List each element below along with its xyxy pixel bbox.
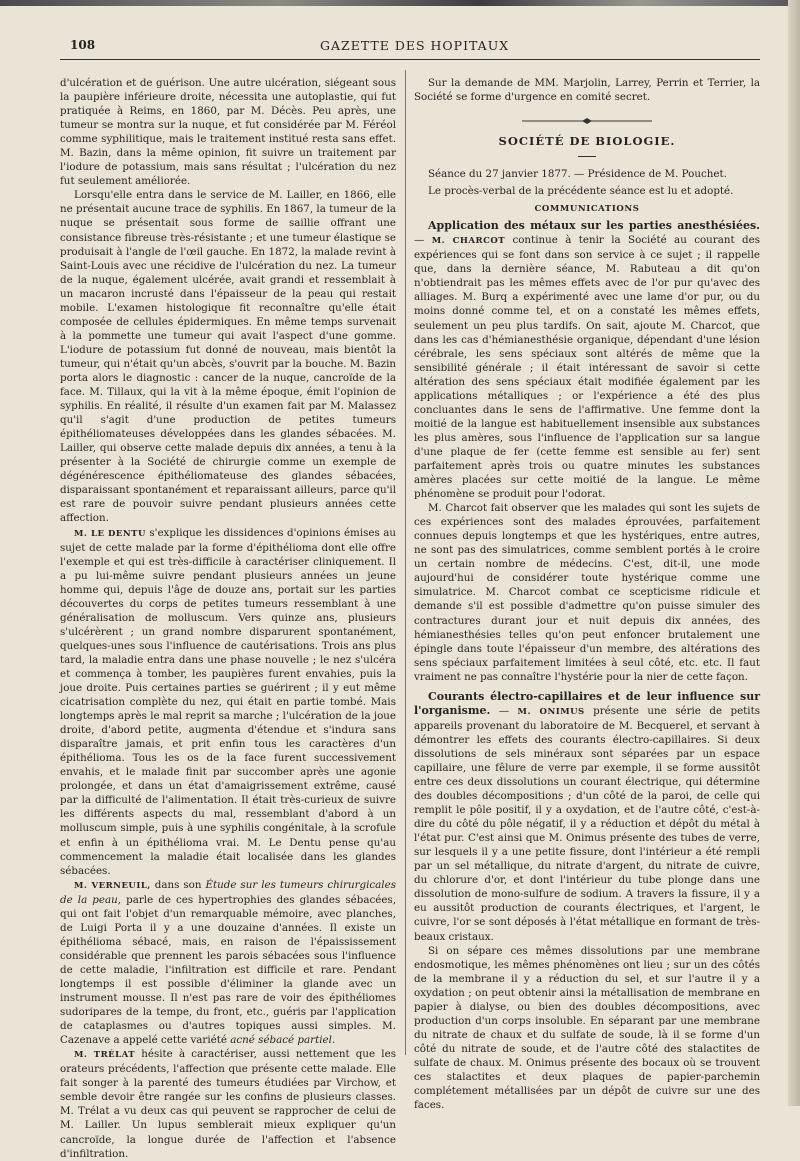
paragraph-onimus (414, 690, 760, 944)
dash: — (490, 704, 518, 717)
paragraph-le-dentu-text: s'explique les dissidences d'opinions émises au sujet de cette malade par la forme d'épithélioma dont elle offre l'exemple et qui est très-difficile à caractériser cliniquement. Il a pu lui-même suivre pendant plusieurs années un jeune homme qui, depuis l'âge de douze ans, portait sur les parties découvertes du corps de petites tumeurs ressemblant à une généralisation de molluscum. Vers quinze ans, plusieurs s'ulcérèrent ; un grand nombre disparurent spontanément, quelques-unes sous l'influence de cautérisations. Trois ans plus tard, la maladie entra dans une phase nouvelle ; le nez s'ulcéra et commença à tomber, les paupières furent envahies, puis la joue droite. Puis certaines parties se guérirent ; il y eut même cicatrisation complète du nez, qui était en partie tombé. Mais longtemps après le mal reprit sa marche ; l'ulcération de la joue droite, d'abord petite, augmenta d'étendue et s'indura sans disparaître jamais, et prit enfin tous les caractères d'un épithélioma. Tous les os de la face furent successivement envahis, et le malade finit par succomber après une agonie prolongée, et dans un état d'amaigrissement extrême, causé par la difficulté de l'alimentation. Il était très-curieux de suivre les différents aspects du mal, ressemblant d'abord à un molluscum simple, puis à une syphilis congénitale, à la scrofule et enfin à un épithélioma vrai. M. Le Dentu pense qu'au commencement la maladie était localisée dans les glandes sébacées. (60, 526, 396, 877)
paragraph-charcot-hysteria: M. Charcot fait observer que les malades qui sont les sujets de ces expériences sont des malades éprouvées, parfaitement connues depuis longtemps et que les hystériques, entre autres, ne sont pas des simulatrices, comme semblent portés à le croire un certain nombre de médecins. C'est, dit-il, une mode aujourd'hui de considérer toute hystérique comme une simulatrice. M. Charcot combat ce scepticisme ridicule et demande s'il est possible d'admettre qu'on puisse simuler des contractures durant jour et nuit depuis dix années, des hémianesthésies telles qu'on peut enfoncer brutalement une épingle dans toute l'épaisseur d'un membre, des altérations des sens spéciaux parfaitement limitées à seul côté, etc. etc. Il faut vraiment ne pas connaître l'hystérie pour la nier de cette façon. (414, 502, 760, 683)
communications-heading: COMMUNICATIONS (534, 204, 640, 215)
header-rule (60, 59, 760, 60)
subsection-title-metals: Application des métaux sur les parties anesthésiées. (428, 219, 760, 233)
speaker-verneuil: M. VERNEUIL, (74, 880, 151, 891)
dash: — (414, 234, 432, 247)
cited-work-title: Étude sur les tumeurs chirurgicales de la peau, (60, 878, 396, 906)
session-line: Séance du 27 janvier 1877. — Présidence de M. Pouchet. (428, 168, 727, 181)
running-title: GAZETTE DES HOPITAUX (320, 38, 510, 53)
ornament-divider (522, 118, 652, 124)
scan-right-edge (788, 0, 800, 1106)
paragraph-verneuil-lead: dans son (150, 878, 206, 891)
speaker-le-dentu: M. LE DENTU (74, 528, 146, 539)
paragraph-trelat-text: hésite à caractériser, aussi nettement que les orateurs précédents, l'affection que présente cette malade. Elle fait songer à la parenté des tumeurs étudiées par Virchow, et semble devoir être rangée sur les confins de plusieurs classes. M. Trélat a vu deux cas qui peuvent se rapprocher de celui de M. Lailler. Un lupus semblerait mieux expliquer qu'un cancroïde, la longue durée de l'affection et l'absence d'infiltration. (60, 1048, 396, 1160)
paragraph-verneuil (60, 878, 396, 1048)
paragraph-secret-committee: Sur la demande de MM. Marjolin, Larrey, Perrin et Terrier, la Société se forme d'urgence en comité secret. (414, 77, 760, 104)
section-title-society: SOCIÉTÉ DE BIOLOGIE. (498, 134, 676, 149)
minutes-line: Le procès-verbal de la précédente séance est lu et adopté. (428, 185, 734, 198)
paragraph-lailler-case: Lorsqu'elle entra dans le service de M. Lailler, en 1866, elle ne présentait aucune trace de syphilis. En 1867, la tumeur de la nuque se présentait sous forme de saillie offrant une consistance fibreuse très-résistante ; et une tumeur élastique se produisait à l'angle de l'œil gauche. En 1872, la malade revint à Saint-Louis avec une récidive de l'ulcération du nez. La tumeur de la nuque, également ulcérée, avait grandi et ressemblait à un macaron incrusté dans l'épaisseur de la peau qui restait mobile. L'examen histologique fit reconnaître qu'elle était composée de cellules épidermiques. En même temps survenait à la pommette une tumeur qui avait l'aspect d'une gomme. L'iodure de potassium fut donné de nouveau, mais bientôt la tumeur, qui n'était qu'un abcès, s'ouvrit par la bouche. M. Bazin porta alors le diagnostic : cancer de la nuque, cancroïde de la face. M. Tillaux, qui la vit à la même époque, émit l'opinion de syphilis. En réalité, il résulte d'un examen fait par M. Malassez qu'il s'agit d'une production de petites tumeurs épithéliomateuses développées dans les glandes sébacées. M. Lailler, qui observe cette malade depuis dix années, a tenu à la présenter à la Société de chirurgie comme un exemple de dégénérescence épithéliomateuse des glandes sébacées, disparaissant spontanément et reparaissant ailleurs, parce qu'il est rare de pouvoir suivre pendant plusieurs années cette affection. (60, 189, 397, 525)
speaker-trelat: M. TRÉLAT (74, 1050, 136, 1061)
paragraph-charcot-text: continue à tenir la Société au courant des expériences qui se font dans son service à ce sujet ; il rappelle que, dans la dernière séance, M. Rabuteau a dit qu'on n'obtiendrait pas les mêmes effets avec de l'or pur qu'avec des alliages. M. Burq a expérimenté avec une lame d'or pur, ou du moins donné comme tel, et on a constaté les mêmes effets, seulement un peu plus tardifs. On sait, ajoute M. Charcot, que dans les cas d'hémianesthésie organique, dépendant d'une lésion cérébrale, les sens spéciaux sont altérés de même que la sensibilité générale ; il était intéressant de savoir si cette altération des sens spéciaux était modifiée également par les applications métalliques ; or l'expérience a été des plus concluantes dans le sens de l'affirmative. Une femme dont la moitié de la langue est habituellement insensible aux substances les plus amères, sous l'influence de l'application sur sa langue d'une plaque de fer (cette femme est sensible au fer) sent parfaitement après trois ou quatre minutes les substances amères placées sur cette moitié de la langue. Le même phénomène se produit pour l'odorat. (414, 234, 760, 501)
paragraph-onimus-membranes: Si on sépare ces mêmes dissolutions par une membrane endosmotique, les mêmes phénomènes ont lieu ; sur un des côtés de la membrane il y a réduction du sel, et sur l'autre il y a oxydation ; on peut obtenir ainsi la métallisation de membrane en papier à dialyse, ou bien des doubles décompositions, avec production d'un corps insoluble. En séparant par une membrane du nitrate de chaux et du sulfate de soude, là il se forme d'un côté du nitrate de soude, et de l'autre côté des stalactites de sulfate de chaux. M. Onimus présente des bocaux où se trouvent ces stalactites et deux plaques de papier-parchemin complétement métallisées par un dépôt de cuivre sur une des faces. (414, 944, 760, 1112)
paragraph-charcot (414, 219, 760, 501)
speaker-onimus: M. ONIMUS (517, 706, 585, 717)
paragraph-lailler-continued: d'ulcération et de guérison. Une autre ulcération, siégeant sous la paupière inférieure droite, nécessita une autoplastie, qui fut pratiquée à Reims, en 1860, par M. Décès. Peu après, une tumeur se montra sur la nuque, et fut considérée par M. Féréol comme syphilitique, mais le traitement institué resta sans effet. M. Bazin, dans la même opinion, fit suivre un traitement par l'iodure de potassium, mais sans résultat ; l'ulcération du nez fut seulement améliorée. (60, 77, 396, 188)
subsection-title-currents: Courants électro-capillaires et de leur influence sur l'organisme. (414, 689, 760, 717)
paragraph-verneuil-text: parle de ces hypertrophies des glandes sébacées, qui ont fait l'objet d'un remarquable mémoire, avec planches, de Luigi Porta il y a une douzaine d'années. Il existe un épithélioma sébacé, mais, en raison de l'épaississement considérable que prennent les parois sébacées sous l'influence de cette maladie, l'infiltration est difficile et rare. Pendant longtemps il est possible d'éliminer la glande avec un instrument mousse. Il n'est pas rare de voir des épithéliomes sudoripares de la tempe, du front, etc., guéris par l'application de cataplasmes ou d'autres topiques aussi simples. M. Cazenave a appelé cette variété (60, 893, 396, 1047)
scan-top-edge (0, 0, 800, 6)
paragraph-onimus-text: présente une série de petits appareils provenant du laboratoire de M. Becquerel, et servant à démontrer les effets des courants électro-capillaires. Si deux dissolutions de sels minéraux sont séparées par un espace capillaire, une fêlure de verre par exemple, il se forme aussitôt entre ces deux dissolutions un courant électrique, qui détermine des doubles décompositions ; d'un côté de la paroi, de celle qui remplit le pôle positif, il y a oxydation, et de l'autre côté, c'est-à-dire du côté du pôle négatif, il y a réduction et dépôt du métal à l'état pur. C'est ainsi que M. Onimus présente des tubes de verre, sur lesquels il y a une petite fissure, dont l'intérieur a été rempli par un sel métallique, du nitrate d'argent, du nitrate de cuivre, du chlorure d'or, et dont l'intérieur du tube plonge dans une dissolution de mono-sulfure de sodium. A travers la fissure, il y a eu aussitôt production de courants électriques, et l'argent, le cuivre, l'or se sont déposés à l'état métallique en formant de très-beaux cristaux. (414, 704, 761, 943)
column-divider (405, 70, 406, 1055)
right-column (414, 76, 760, 1112)
page-number: 108 (70, 38, 96, 52)
cited-term: acné sébacé partiel. (230, 1034, 336, 1047)
short-rule (578, 156, 596, 157)
paragraph-le-dentu (60, 526, 396, 878)
paragraph-trelat (60, 1047, 396, 1160)
left-column (60, 76, 396, 1161)
speaker-charcot: M. CHARCOT (431, 236, 506, 247)
